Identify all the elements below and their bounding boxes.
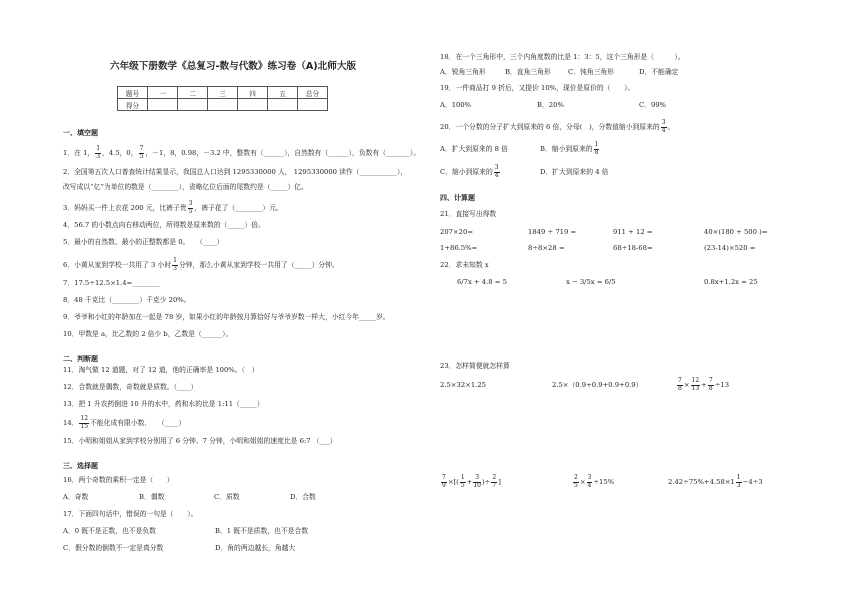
page-title: 六年级下册数学《总复习-数与代数》练习卷（A)北师大版 <box>110 61 357 72</box>
section-heading-judge: 二、判断题 <box>63 355 98 363</box>
question-2-line-1: 2．全国第五次人口普查统计结果显示，我国总人口达到 1295330000 人， 1295330000 读作（___________）， <box>63 168 408 176</box>
q17-option-a: A．0 既不是正数，也不是负数 <box>63 527 156 535</box>
fraction: $\frac{2}{5}$ <box>574 474 578 489</box>
q23-item-e: $\frac{2}{5}$ × $\frac{3}{4}$ ÷15% <box>574 474 615 489</box>
q23-item-d: $\frac{7}{9}$ ×[( $\frac{1}{5}$ + $\frac{3}{10}$ )÷ $\frac{2}{7}$ ] <box>442 474 501 489</box>
question-18: 18．在一个三角形中，三个内角度数的比是 1：3：5，这个三角形是（ ）。 <box>440 53 685 61</box>
q23-item-a: 2.5×32×1.25 <box>440 381 486 389</box>
question-1 <box>63 146 420 160</box>
q22-item: 0.8x+1.2x = 25 <box>704 278 758 286</box>
fraction: $\frac{2}{7}$ <box>492 474 497 489</box>
q19-option-b: B．20% <box>537 101 564 109</box>
question-14: 14． $\frac{12}{15}$ 不能化成有限小数． （____） <box>63 415 186 430</box>
question-21: 21．直接写出得数 <box>440 210 497 218</box>
question-20: 20．一个分数的分子扩大到原来的 6 倍，分母( )，分数值缩小到原来的 $\frac{3}{4}$ 。 <box>440 119 675 134</box>
question-12: 12．合数就是偶数，奇数就是质数。（____） <box>63 383 198 391</box>
fraction: $\frac{3}{4}$ <box>494 164 499 179</box>
question-17: 17．下面四句话中，错误的一句是（ ）。 <box>63 510 198 518</box>
q17-option-c: C．假分数的倒数不一定是真分数 <box>63 544 164 552</box>
q21-item: 40×(180 + 500 )= <box>704 228 768 236</box>
q16-option-b: B．偶数 <box>139 493 165 501</box>
q18-option-b: B．直角三角形 <box>505 68 551 76</box>
q16-option-a: A．奇数 <box>63 493 89 501</box>
fraction: $\frac{7}{9}$ <box>442 474 446 489</box>
q21-item: (23-14)×520 = <box>704 244 756 252</box>
question-16: 16．两个奇数的乘积一定是（ ） <box>63 476 174 484</box>
score-input-cell[interactable] <box>148 99 178 111</box>
score-cell: 四 <box>238 87 268 99</box>
q21-item: 1849 ÷ 719 = <box>528 228 577 236</box>
score-cell: 三 <box>208 87 238 99</box>
question-10: 10．甲数是 a，比乙数的 2 倍少 b，乙数是（______）。 <box>63 330 233 338</box>
q16-option-c: C．质数 <box>214 493 240 501</box>
question-2-line-2: 改写成以“亿”为单位的数是（________），省略亿位后面的尾数约是（_____）亿。 <box>63 183 308 191</box>
q16-option-d: D．合数 <box>290 493 316 501</box>
score-table-score-row <box>118 99 328 111</box>
fraction: $\frac{3}{4}$ <box>587 474 592 489</box>
score-cell: 一 <box>148 87 178 99</box>
q1-text-a: 1．在 1， <box>63 149 95 157</box>
fraction: $\frac{3}{4}$ <box>661 119 666 134</box>
score-input-cell[interactable] <box>238 99 268 111</box>
question-5: 5．最小的自然数、最小的正整数都是 0。 （____） <box>63 238 224 246</box>
score-cell: 二 <box>178 87 208 99</box>
question-6: 6．小黄从家到学校一共用了 3 小时 $\frac{1}{3}$ 分钟，那么小黄从家到学校一共用了（_____）分钟。 <box>63 257 339 272</box>
score-cell: 题号 <box>118 87 148 99</box>
q21-item: 1+86.5%= <box>440 244 478 252</box>
q17-option-b: B．1 既不是质数，也不是合数 <box>215 527 309 535</box>
score-input-cell[interactable] <box>208 99 238 111</box>
score-table-header-row <box>118 87 328 99</box>
fraction: $\frac{7}{8}$ <box>708 377 713 392</box>
question-4: 4．56.7 的小数点向右移动两位，所得数是原来数的（_____）倍。 <box>63 221 265 229</box>
fraction: $\frac{7}{5}$ <box>139 145 144 160</box>
fraction: $\frac{1}{3}$ <box>96 145 101 160</box>
question-3: 3．妈妈买一件上衣花 200 元，比裤子贵 $\frac{3}{5}$ ，裤子花了（________）元。 <box>63 200 283 215</box>
question-22: 22．求未知数 x <box>440 261 489 269</box>
q23-item-b: 2.5×（0.9+0.9+0.9+0.9） <box>552 381 643 389</box>
question-11: 11．淘气做 12 道题，对了 12 道，他的正确率是 100%。（ ） <box>63 366 259 374</box>
q21-item: 68÷18-68= <box>613 244 653 252</box>
fraction: $\frac{3}{10}$ <box>473 474 481 489</box>
section-heading-calc: 四、计算题 <box>440 194 475 202</box>
q21-item: 911 + 12 = <box>613 228 653 236</box>
q18-option-d: D．不能确定 <box>639 68 679 76</box>
fraction: $\frac{7}{8}$ <box>678 377 682 392</box>
question-7: 7．17.5÷12.5×1.4=________ <box>63 279 160 287</box>
q1-text-b: ，4.5，0， <box>102 149 138 157</box>
question-15: 15．小明和姐姐从家到学校分别用了 6 分钟、7 分钟，小明和姐姐的速度比是 6:7 （___） <box>63 437 337 445</box>
q20-option-c: C．缩小到原来的 $\frac{3}{4}$ <box>440 164 499 179</box>
q21-item: 207×20= <box>440 228 474 236</box>
score-table <box>117 86 328 111</box>
q18-option-a: A．锐角三角形 <box>440 68 486 76</box>
section-heading-fill: 一、填空题 <box>63 129 98 137</box>
q1-text-c: ，－1，8，0.98，－3.2 中，整数有（______），自然数有（______），负数有（_______）。 <box>145 149 421 157</box>
score-input-cell[interactable] <box>298 99 328 111</box>
score-cell: 总分 <box>298 87 328 99</box>
fraction: $\frac{3}{5}$ <box>188 200 193 215</box>
q18-option-c: C．钝角三角形 <box>568 68 614 76</box>
fraction: $\frac{12}{13}$ <box>691 377 700 392</box>
q23-item-f: 2.42÷75%+4.58×1 $\frac{1}{3}$ −4÷3 <box>668 474 763 489</box>
fraction: $\frac{1}{8}$ <box>594 141 599 156</box>
fraction: $\frac{1}{3}$ <box>173 257 177 272</box>
question-19: 19．一件商品打 9 折后，又提价 10%，现价是原价的（ ）。 <box>440 84 635 92</box>
fraction: $\frac{1}{3}$ <box>736 474 741 489</box>
q20-option-d: D．扩大到原来的 4 倍 <box>540 168 609 176</box>
question-8: 8．48 千克比（________）千克少 20%。 <box>63 296 191 304</box>
q20-option-a: A．扩大到原来的 8 倍 <box>440 145 508 153</box>
score-input-cell[interactable] <box>268 99 298 111</box>
score-cell: 得分 <box>118 99 148 111</box>
q17-option-d: D．角的两边越长，角越大 <box>215 544 296 552</box>
q19-option-a: A．100% <box>440 101 472 109</box>
question-9: 9．爷爷和小红的年龄加在一起是 78 岁，如果小红的年龄按月算恰好与爷爷岁数一样大，小红今年_____岁。 <box>63 313 390 321</box>
q22-item: 6/7x + 4.8 = 5 <box>457 278 507 286</box>
section-heading-choice: 三、选择题 <box>63 462 98 470</box>
q22-item: x − 3/5x = 6/5 <box>566 278 616 286</box>
q20-option-b: B．缩小到原来的 $\frac{1}{8}$ <box>540 141 599 156</box>
question-13: 13．把 1 升农药倒进 10 升的水中，药和水的比是 1:11（_____） <box>63 400 264 408</box>
q19-option-c: C．99% <box>639 101 667 109</box>
score-cell: 五 <box>268 87 298 99</box>
fraction: $\frac{1}{5}$ <box>460 474 465 489</box>
score-input-cell[interactable] <box>178 99 208 111</box>
q23-item-c: $\frac{7}{8}$ × $\frac{12}{13}$ + $\frac{7}{8}$ ÷13 <box>678 377 730 392</box>
q21-item: 8÷8×28 = <box>528 244 565 252</box>
fraction: $\frac{12}{15}$ <box>80 415 89 430</box>
question-23: 23．怎样简便就怎样算 <box>440 362 510 370</box>
